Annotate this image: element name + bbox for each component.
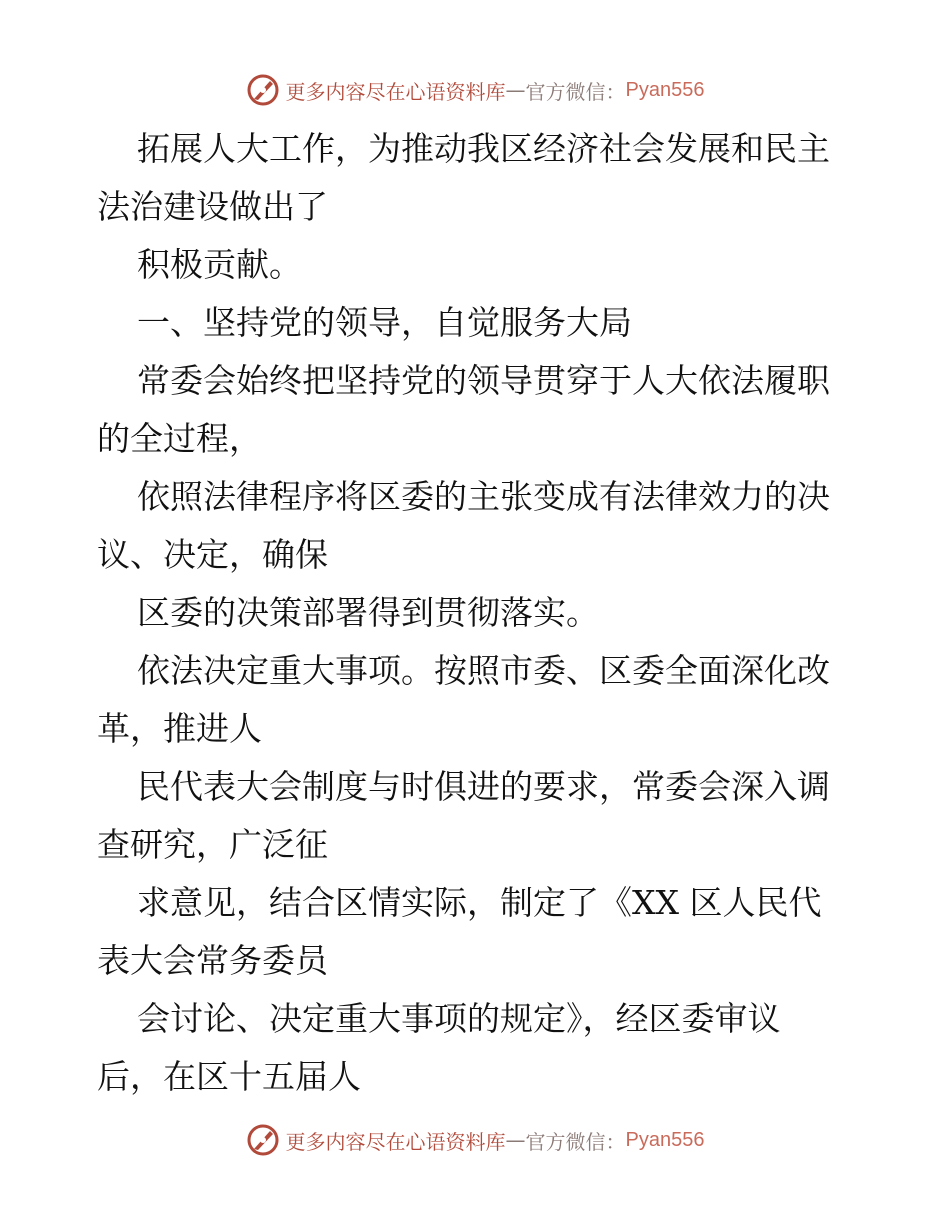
text-line: 求意见，结合区情实际，制定了《XX 区人民代 xyxy=(137,883,822,922)
text-line: 依照法律程序将区委的主张变成有法律效力的决 xyxy=(137,477,830,516)
text-line: 民代表大会制度与时俱进的要求，常委会深入调 xyxy=(137,767,830,806)
text-line: 拓展人大工作，为推动我区经济社会发展和民主 xyxy=(137,129,830,168)
watermark-brand: 更多内容尽在心语资料库 xyxy=(285,79,506,104)
text-line: 革，推进人 xyxy=(97,709,262,748)
text-line: 表大会常务委员 xyxy=(97,941,328,980)
text-line: 区委的决策部署得到贯彻落实。 xyxy=(137,593,599,632)
text-line: 后，在区十五届人 xyxy=(97,1057,361,1096)
quill-circle-icon xyxy=(246,1123,280,1157)
watermark-id: Pyan556 xyxy=(625,1128,705,1151)
watermark-id: Pyan556 xyxy=(625,78,705,101)
text-line: 查研究，广泛征 xyxy=(97,825,328,864)
quill-circle-icon xyxy=(246,73,280,107)
watermark-label: 官方微信： xyxy=(525,79,626,104)
watermark-brand: 更多内容尽在心语资料库 xyxy=(285,1129,506,1154)
text-line: 法治建设做出了 xyxy=(97,187,328,226)
watermark-separator: — xyxy=(505,1128,526,1152)
footer-watermark xyxy=(0,1120,950,1160)
watermark-label: 官方微信： xyxy=(525,1129,626,1154)
watermark-separator: — xyxy=(505,78,526,102)
text-line: 常委会始终把坚持党的领导贯穿于人大依法履职 xyxy=(137,361,830,400)
text-line: 会讨论、决定重大事项的规定》，经区委审议 xyxy=(137,999,781,1038)
text-line: 积极贡献。 xyxy=(137,245,302,284)
section-heading: 一、坚持党的领导，自觉服务大局 xyxy=(137,303,632,342)
text-line: 的全过程， xyxy=(97,419,262,458)
header-watermark xyxy=(0,70,950,110)
document-body xyxy=(97,120,857,1106)
text-line: 依法决定重大事项。按照市委、区委全面深化改 xyxy=(137,651,830,690)
text-line: 议、决定，确保 xyxy=(97,535,328,574)
